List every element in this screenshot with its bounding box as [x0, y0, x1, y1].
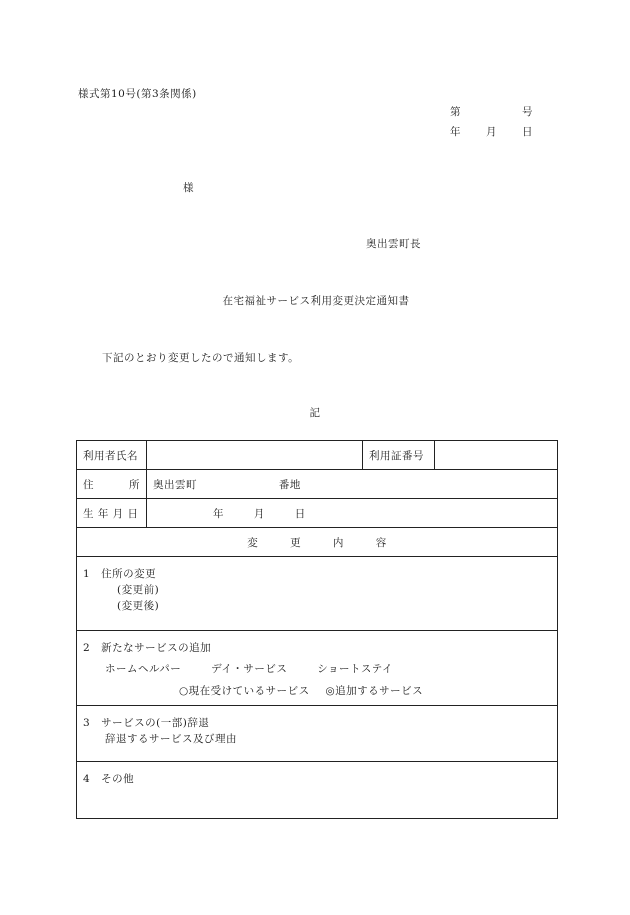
section3-heading: 3 サービスの(一部)辞退 [83, 717, 210, 729]
section3-withdrawal [77, 706, 558, 762]
section1-row [77, 557, 558, 631]
date-year: 年 [450, 126, 461, 138]
birth-month: 月 [253, 507, 265, 520]
change-header-char-3: 内 [332, 536, 344, 549]
section4-row [77, 762, 558, 819]
address-row [77, 470, 558, 499]
address-value [147, 470, 558, 499]
user-row [77, 441, 558, 470]
cert-number-label: 利用証番号 [363, 441, 435, 470]
section3-sub: 辞退するサービス及び理由 [105, 733, 237, 745]
section1-after: (変更後) [117, 600, 160, 612]
address-label-char-1: 住 [83, 478, 94, 491]
date-day: 日 [522, 126, 533, 138]
birthdate-value [147, 499, 558, 528]
birth-year: 年 [213, 507, 224, 520]
address-town: 奥出雲町 [153, 478, 197, 491]
section4-other [77, 762, 558, 819]
form-number: 様式第10号(第3条関係) [78, 88, 197, 100]
section4-heading: 4 その他 [83, 773, 135, 785]
ki-heading: 記 [309, 407, 321, 419]
service-short-stay: ショートステイ [317, 663, 393, 675]
birthdate-label: 生 年 月 日 [77, 499, 147, 528]
section1-before: (変更前) [117, 584, 160, 596]
section2-row [77, 631, 558, 706]
birth-day: 日 [294, 507, 306, 520]
document-title: 在宅福祉サービス利用変更決定通知書 [222, 295, 410, 307]
issuer: 奥出雲町長 [366, 238, 421, 250]
doc-number-prefix: 第 [450, 106, 461, 118]
change-header-char-1: 変 [247, 536, 259, 549]
change-header-char-2: 更 [290, 536, 302, 549]
address-banchi: 番地 [278, 478, 301, 491]
service-day-service: デイ・サービス [211, 663, 288, 675]
change-header-row [77, 528, 558, 557]
section2-services [83, 661, 551, 677]
section1-address-change [77, 557, 558, 631]
cert-number-value [435, 441, 558, 470]
section2-legend [83, 683, 551, 699]
legend-current: ○現在受けているサービス [179, 685, 310, 697]
section3-row [77, 706, 558, 762]
notice-table [76, 440, 558, 819]
service-home-helper: ホームヘルパー [105, 663, 182, 675]
doc-number-suffix: 号 [522, 106, 533, 118]
intro-text: 下記のとおり変更したので通知します。 [102, 352, 300, 364]
birthdate-row [77, 499, 558, 528]
user-name-label: 利用者氏名 [77, 441, 147, 470]
legend-add: ◎追加するサービス [325, 685, 424, 697]
section2-new-services [77, 631, 558, 706]
date-month: 月 [486, 126, 497, 138]
addressee: 様 [183, 182, 194, 194]
address-label [77, 470, 147, 499]
section1-heading: 1 住所の変更 [83, 568, 157, 580]
change-content-header [77, 528, 558, 557]
change-header-char-4: 容 [375, 536, 387, 549]
section2-heading: 2 新たなサービスの追加 [83, 642, 212, 654]
user-name-value [147, 441, 363, 470]
address-label-char-2: 所 [129, 478, 140, 491]
